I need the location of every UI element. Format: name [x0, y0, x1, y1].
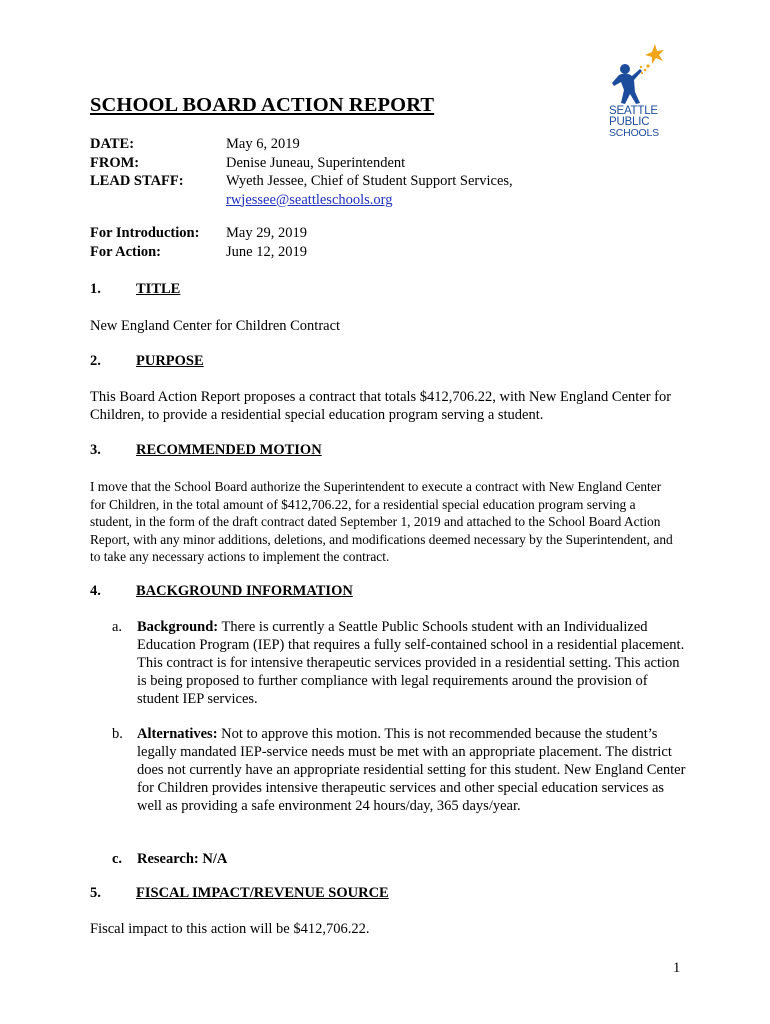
section-number: 1.: [90, 281, 101, 297]
lead-staff-label: LEAD STAFF:: [90, 173, 184, 189]
item-label: Background:: [137, 619, 219, 635]
motion-text: I move that the School Board authorize the Superintendent to execute a contract with New England Center for Children, in the total amount of $412,706.22, for a residential special education program serving a student, in the form of the draft contract dated September 1, 2019 and attached to the School Board Action Report, with any minor additions, deletions, and modifications deemed necessary by the Superintendent, and to take any necessary actions to implement the contract.: [90, 479, 673, 564]
action-value: June 12, 2019: [226, 243, 307, 260]
item-marker: b.: [112, 726, 123, 742]
lead-staff-email-link[interactable]: rwjessee@seattleschools.org: [226, 191, 393, 208]
report-title: SCHOOL BOARD ACTION REPORT: [90, 94, 435, 116]
child-with-star-icon: [605, 42, 675, 108]
section-label: PURPOSE: [136, 353, 204, 369]
section-label: BACKGROUND INFORMATION: [136, 583, 353, 599]
section-motion-heading: [90, 442, 322, 459]
logo-line-seattle: SEATTLE: [609, 105, 658, 117]
item-label: Research: N/A: [137, 851, 228, 867]
introduction-label: For Introduction:: [90, 225, 200, 241]
section-number: 4.: [90, 583, 101, 599]
section-title-heading: [90, 281, 180, 298]
date-value: May 6, 2019: [226, 136, 300, 152]
from-value: Denise Juneau, Superintendent: [226, 154, 406, 171]
item-marker: c.: [112, 851, 123, 867]
date-label: DATE:: [90, 136, 135, 152]
section-label: FISCAL IMPACT/REVENUE SOURCE: [136, 885, 389, 901]
logo-line-schools: SCHOOLS: [609, 127, 659, 139]
background-item-c: [112, 850, 687, 868]
title-text: New England Center for Children Contract: [90, 318, 341, 334]
section-number: 5.: [90, 885, 101, 901]
logo-wordmark: [609, 106, 679, 139]
section-label: TITLE: [136, 281, 181, 297]
fiscal-text: Fiscal impact to this action will be $412,706.22.: [90, 921, 370, 937]
item-text: Not to approve this motion. This is not recommended because the student’s legally mandated IEP-service needs must be met with an appropriate placement. The district does not currently have an appropriate residential setting for this student. New England Center for Children provides intensive therapeutic services and other special education services as well as providing a safe environment 24 hours/day, 365 days/year.: [137, 726, 686, 814]
purpose-text: This Board Action Report proposes a contract that totals $412,706.22, with New England Center for Children, to provide a residential special education program serving a student.: [90, 389, 672, 423]
item-marker: a.: [112, 619, 123, 635]
logo-line-public: PUBLIC: [609, 116, 650, 128]
section-label: RECOMMENDED MOTION: [136, 442, 322, 458]
section-number: 3.: [90, 442, 101, 458]
item-text: There is currently a Seattle Public Schools student with an Individualized Education Program (IEP) that requires a fully self-contained school in a residential placement. This contract is for intensive therapeutic services provided in a residential setting. This action is being proposed to further compliance with legal requirements around the provision of student IEP services.: [137, 619, 685, 707]
introduction-value: May 29, 2019: [226, 225, 307, 241]
section-background-heading: [90, 583, 353, 600]
from-label: FROM:: [90, 154, 140, 171]
background-item-b: [112, 725, 687, 815]
lead-staff-value: Wyeth Jessee, Chief of Student Support Services,: [226, 173, 513, 189]
background-item-a: [112, 618, 687, 708]
item-label: Alternatives:: [137, 726, 218, 742]
section-number: 2.: [90, 353, 101, 369]
section-fiscal-heading: [90, 885, 389, 902]
section-purpose-heading: [90, 353, 204, 370]
action-label: For Action:: [90, 243, 162, 260]
page-number: 1: [673, 960, 681, 976]
seattle-public-schools-logo: [605, 42, 675, 142]
